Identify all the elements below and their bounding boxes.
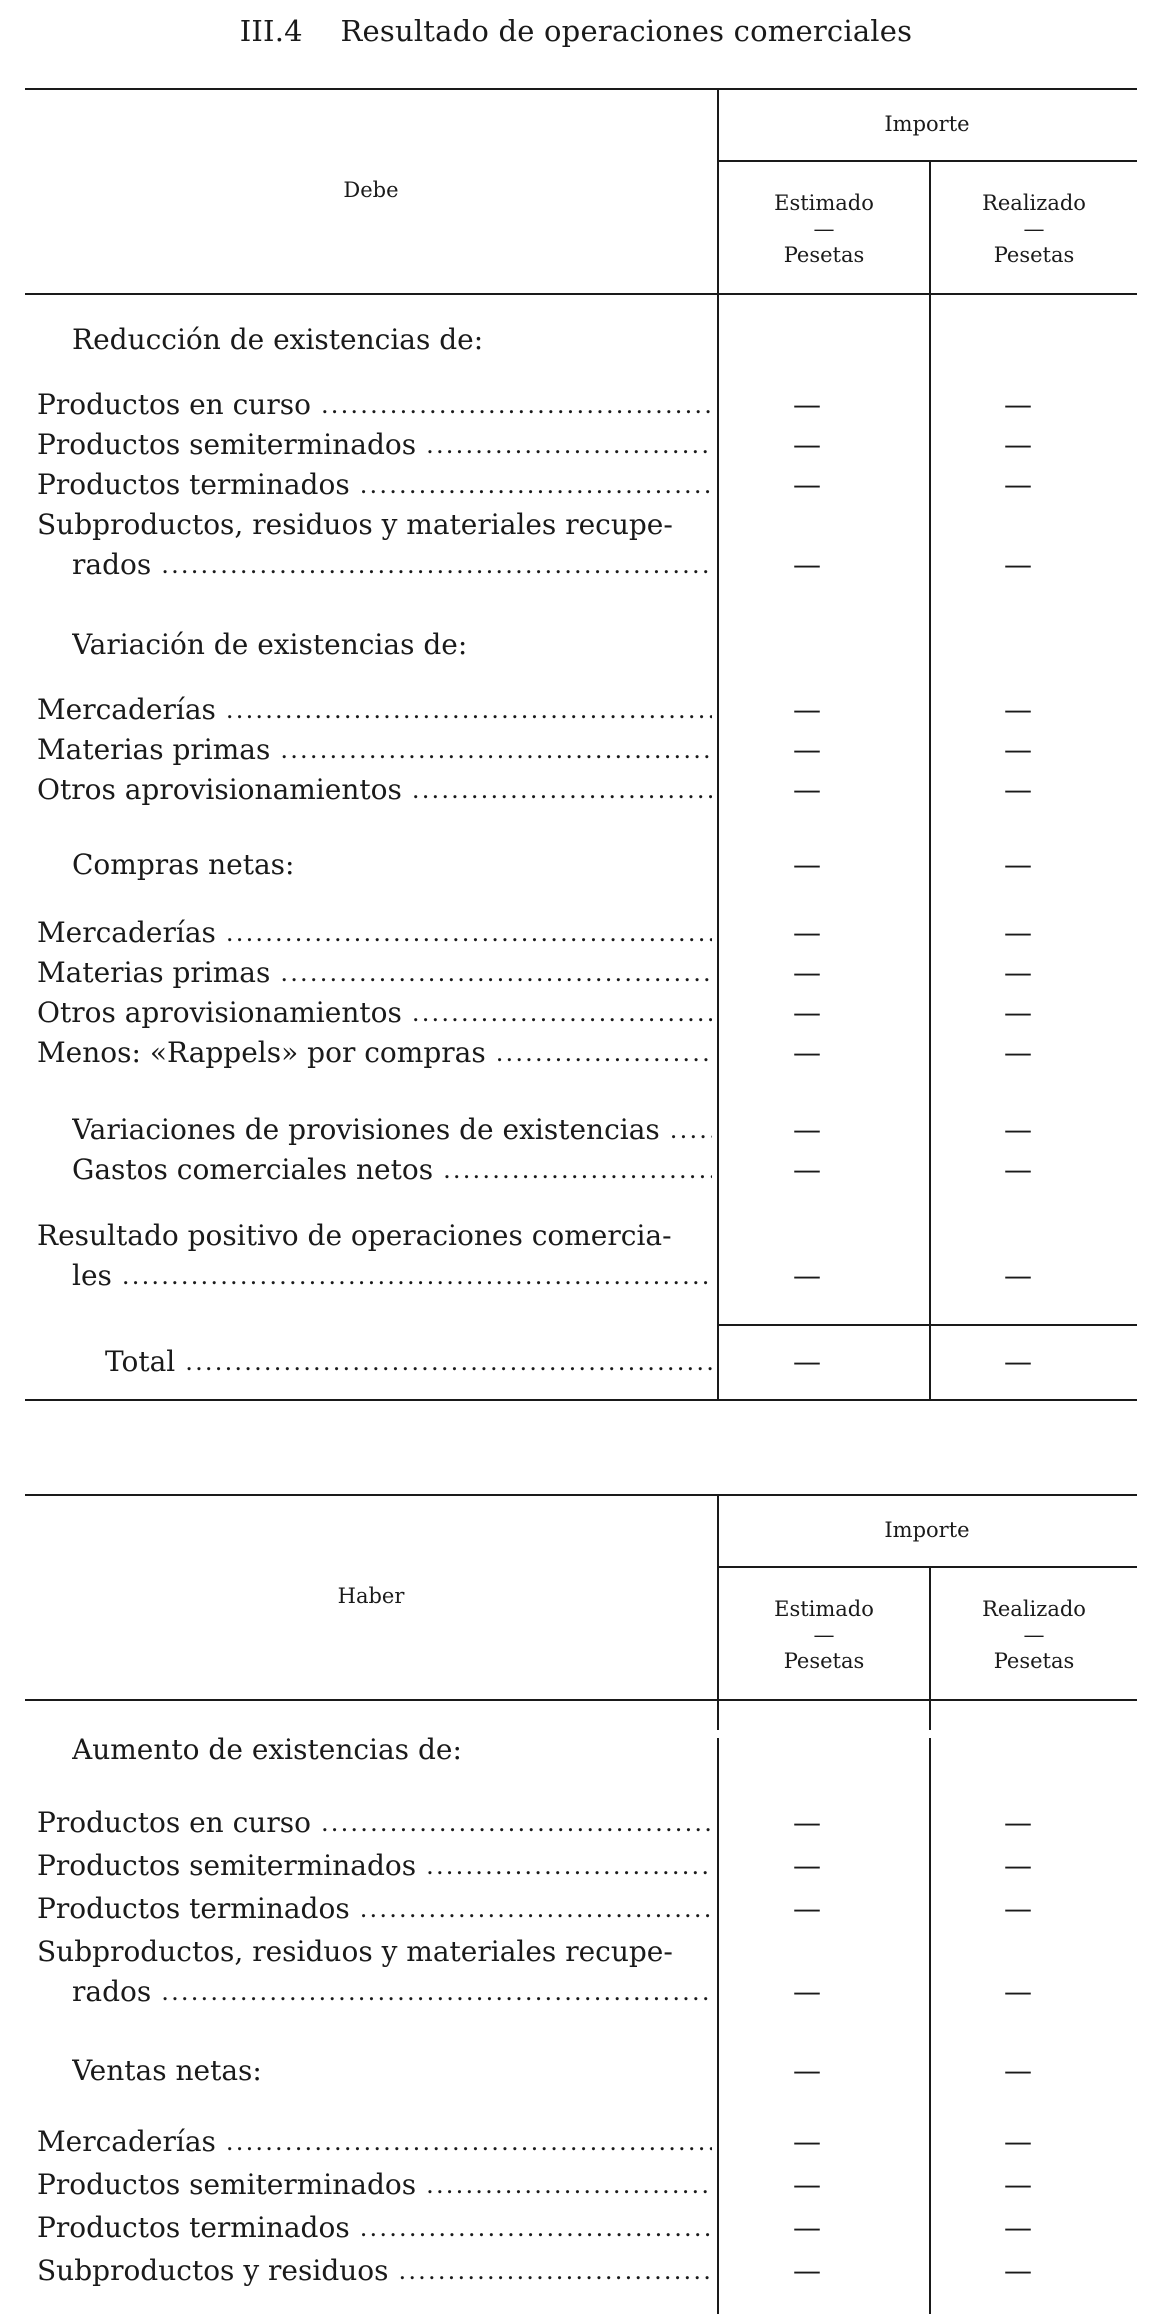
table-row xyxy=(25,2251,1137,2291)
realizado-value: — xyxy=(1004,1113,1032,1146)
estimado-value: — xyxy=(793,1975,821,2008)
realizado-value: — xyxy=(1004,1975,1032,2008)
row-label: Subproductos, residuos y materiales recupe- xyxy=(37,508,673,541)
realizado-value: — xyxy=(1004,956,1032,989)
realizado-label: Realizado xyxy=(982,1597,1086,1621)
row-label: Mercaderías ..... xyxy=(37,2122,712,2162)
estimado-value: — xyxy=(793,773,821,806)
estimado-value: — xyxy=(793,2125,821,2158)
header-dash: — xyxy=(1023,1623,1045,1647)
row-label: Productos terminados ..... xyxy=(37,1889,712,1929)
estimado-label: Estimado xyxy=(774,191,874,215)
realizado-value: — xyxy=(1004,2211,1032,2244)
realizado-value: — xyxy=(1004,2125,1032,2158)
realizado-value: — xyxy=(1004,1259,1032,1292)
estimado-value: — xyxy=(793,548,821,581)
table-row xyxy=(25,913,1137,953)
table-row xyxy=(25,505,1137,545)
estimado-value: — xyxy=(793,693,821,726)
estimado-value: — xyxy=(793,2254,821,2287)
estimado-value: — xyxy=(793,468,821,501)
row-label: Materias primas ..... xyxy=(37,730,712,770)
row-label: rados ..... xyxy=(72,545,712,585)
table-row xyxy=(25,425,1137,465)
realizado-value: — xyxy=(1004,1345,1032,1378)
table-row xyxy=(25,1803,1137,1843)
row-label: Subproductos y residuos ..... xyxy=(37,2251,712,2291)
total-rule xyxy=(717,1324,1137,1326)
estimado-value: — xyxy=(793,916,821,949)
row-label: Total ..... xyxy=(105,1342,712,1382)
estimado-value: — xyxy=(793,1036,821,1069)
unit-label: Pesetas xyxy=(993,243,1075,267)
realizado-value: — xyxy=(1004,388,1032,421)
realizado-header xyxy=(931,1596,1137,1674)
page-title: III.4 Resultado de operaciones comerciales xyxy=(239,14,913,48)
row-label: Productos semiterminados ..... xyxy=(37,1846,712,1886)
table-row xyxy=(25,993,1137,1033)
row-label: Productos terminados ..... xyxy=(37,2208,712,2248)
haber-header: Haber xyxy=(337,1584,405,1608)
table-row xyxy=(25,730,1137,770)
estimado-value: — xyxy=(793,1806,821,1839)
unit-label: Pesetas xyxy=(783,243,865,267)
row-label: les ..... xyxy=(72,1256,712,1296)
estimado-value: — xyxy=(793,1113,821,1146)
realizado-value: — xyxy=(1004,1153,1032,1186)
header-bottom-rule xyxy=(25,1699,1137,1701)
importe-rule xyxy=(717,160,1137,162)
row-label: Gastos comerciales netos ..... xyxy=(72,1150,712,1190)
row-label: Variación de existencias de: xyxy=(72,628,468,661)
estimado-value: — xyxy=(793,1153,821,1186)
table-row xyxy=(25,770,1137,810)
row-label: Productos semiterminados ..... xyxy=(37,2165,712,2205)
total-row xyxy=(25,1342,1137,1382)
table-row xyxy=(25,1972,1137,2012)
row-label: Productos terminados ..... xyxy=(37,465,712,505)
estimado-value: — xyxy=(793,428,821,461)
realizado-value: — xyxy=(1004,428,1032,461)
table-row xyxy=(25,2122,1137,2162)
estimado-value: — xyxy=(793,2168,821,2201)
realizado-value: — xyxy=(1004,1036,1032,1069)
estimado-value: — xyxy=(793,2211,821,2244)
estimado-value: — xyxy=(793,2054,821,2087)
realizado-value: — xyxy=(1004,916,1032,949)
table-row xyxy=(25,465,1137,505)
haber-table xyxy=(25,1494,1137,2314)
estimado-value: — xyxy=(793,1892,821,1925)
header-bottom-rule xyxy=(25,293,1137,295)
row-label: Aumento de existencias de: xyxy=(72,1733,462,1766)
realizado-value: — xyxy=(1004,1849,1032,1882)
table-row xyxy=(25,385,1137,425)
estimado-value: — xyxy=(793,956,821,989)
table-row xyxy=(25,1889,1137,1929)
header-dash: — xyxy=(813,1623,835,1647)
estimado-header xyxy=(719,1596,929,1674)
table-row xyxy=(25,1216,1137,1256)
row-label: Mercaderías ..... xyxy=(37,690,712,730)
debe-header: Debe xyxy=(343,178,399,202)
row-label: Variaciones de provisiones de existencias ..... xyxy=(72,1110,712,1150)
row-label: Otros aprovisionamientos ..... xyxy=(37,993,712,1033)
table-row xyxy=(25,2208,1137,2248)
table-row xyxy=(25,953,1137,993)
importe-header: Importe xyxy=(884,112,970,136)
table-bottom-rule xyxy=(25,1399,1137,1401)
table-row xyxy=(25,2165,1137,2205)
realizado-value: — xyxy=(1004,2254,1032,2287)
realizado-value: — xyxy=(1004,996,1032,1029)
table-row xyxy=(25,690,1137,730)
estimado-value: — xyxy=(793,848,821,881)
estimado-header xyxy=(719,190,929,268)
unit-label: Pesetas xyxy=(993,1649,1075,1673)
realizado-value: — xyxy=(1004,2054,1032,2087)
table-row xyxy=(25,1033,1137,1073)
row-label: rados ..... xyxy=(72,1972,712,2012)
debe-table xyxy=(25,88,1137,1402)
estimado-value: — xyxy=(793,733,821,766)
row-label: Otros aprovisionamientos ..... xyxy=(37,770,712,810)
row-label: Materias primas ..... xyxy=(37,953,712,993)
realizado-value: — xyxy=(1004,548,1032,581)
estimado-value: — xyxy=(793,1849,821,1882)
row-label: Resultado positivo de operaciones comercia- xyxy=(37,1219,672,1252)
table-row xyxy=(25,1846,1137,1886)
table-row xyxy=(25,1110,1137,1150)
row-label: Compras netas: xyxy=(72,848,295,881)
realizado-value: — xyxy=(1004,733,1032,766)
unit-label: Pesetas xyxy=(783,1649,865,1673)
estimado-label: Estimado xyxy=(774,1597,874,1621)
realizado-value: — xyxy=(1004,773,1032,806)
estimado-value: — xyxy=(793,1259,821,1292)
row-label: Menos: «Rappels» por compras ..... xyxy=(37,1033,712,1073)
section-heading-row xyxy=(25,1730,1137,1770)
section-heading-row xyxy=(25,625,1137,665)
realizado-value: — xyxy=(1004,848,1032,881)
estimado-value: — xyxy=(793,388,821,421)
realizado-value: — xyxy=(1004,693,1032,726)
section-heading-row xyxy=(25,845,1137,885)
estimado-value: — xyxy=(793,996,821,1029)
estimado-value: — xyxy=(793,1345,821,1378)
table-row xyxy=(25,1150,1137,1190)
header-dash: — xyxy=(1023,217,1045,241)
section-heading-row xyxy=(25,2051,1137,2091)
table-row xyxy=(25,545,1137,585)
section-heading-row xyxy=(25,320,1137,360)
row-label: Mercaderías ..... xyxy=(37,913,712,953)
realizado-label: Realizado xyxy=(982,191,1086,215)
header-dash: — xyxy=(813,217,835,241)
realizado-value: — xyxy=(1004,1806,1032,1839)
row-label: Subproductos, residuos y materiales recupe- xyxy=(37,1935,673,1968)
importe-rule xyxy=(717,1566,1137,1568)
table-row xyxy=(25,1256,1137,1296)
row-label: Productos en curso ..... xyxy=(37,385,712,425)
table-top-rule xyxy=(25,1494,1137,1496)
row-label: Ventas netas: xyxy=(72,2054,262,2087)
row-label: Productos en curso ..... xyxy=(37,1803,712,1843)
importe-header: Importe xyxy=(884,1518,970,1542)
realizado-value: — xyxy=(1004,2168,1032,2201)
row-label: Productos semiterminados ..... xyxy=(37,425,712,465)
realizado-value: — xyxy=(1004,1892,1032,1925)
row-label: Reducción de existencias de: xyxy=(72,323,484,356)
table-top-rule xyxy=(25,88,1137,90)
realizado-header xyxy=(931,190,1137,268)
table-row xyxy=(25,1932,1137,1972)
realizado-value: — xyxy=(1004,468,1032,501)
